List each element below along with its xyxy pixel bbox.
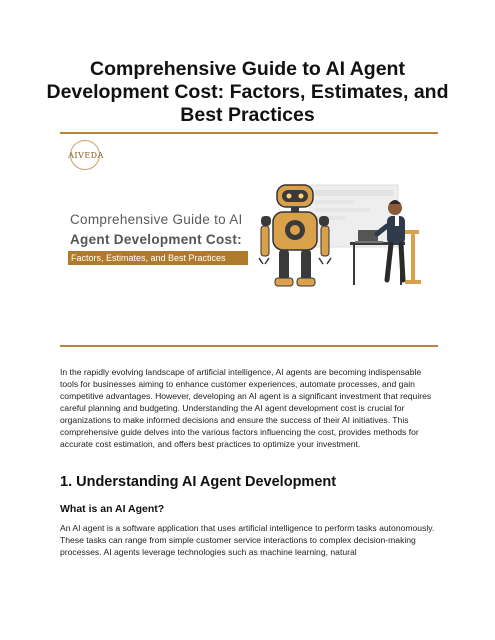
banner-subtitle-strip: Factors, Estimates, and Best Practices: [68, 251, 248, 265]
section-paragraph: An AI agent is a software application that uses artificial intelligence to perform tasks autonomously. These tasks can range from simple customer service interactions to complex decision-making processes. AI agents leverage technologies such as machine learning, natural: [60, 523, 435, 557]
intro-paragraph: In the rapidly evolving landscape of artificial intelligence, AI agents are becoming indispensable tools for businesses aiming to enhance customer experiences, automate processes, and gain competitive advantages. However, developing an AI agent is a significant investment that requires careful planning and budgeting. Understanding the AI agent development cost is crucial for organizations to make informed decisions and ensure the success of their AI initiatives. This comprehensive guide delves into the various factors influencing the cost, provides methods for accurate cost estimation, and offers best practices to optimize your investment.: [60, 367, 432, 449]
robot-and-developer-illustration: [255, 180, 425, 295]
banner-title-line2: Agent Development Cost:: [70, 232, 242, 247]
logo-text: AIVEDA: [68, 151, 104, 160]
section-heading: 1. Understanding AI Agent Development: [60, 474, 337, 490]
top-divider: [60, 132, 438, 134]
middle-divider: [60, 345, 438, 347]
aiveda-logo: [64, 139, 108, 175]
document-title: Comprehensive Guide to AI Agent Development Cost: Factors, Estimates, and Best Practices: [46, 58, 449, 126]
subsection-heading: What is an AI Agent?: [60, 503, 165, 515]
banner-title-line1: Comprehensive Guide to AI: [70, 212, 243, 227]
